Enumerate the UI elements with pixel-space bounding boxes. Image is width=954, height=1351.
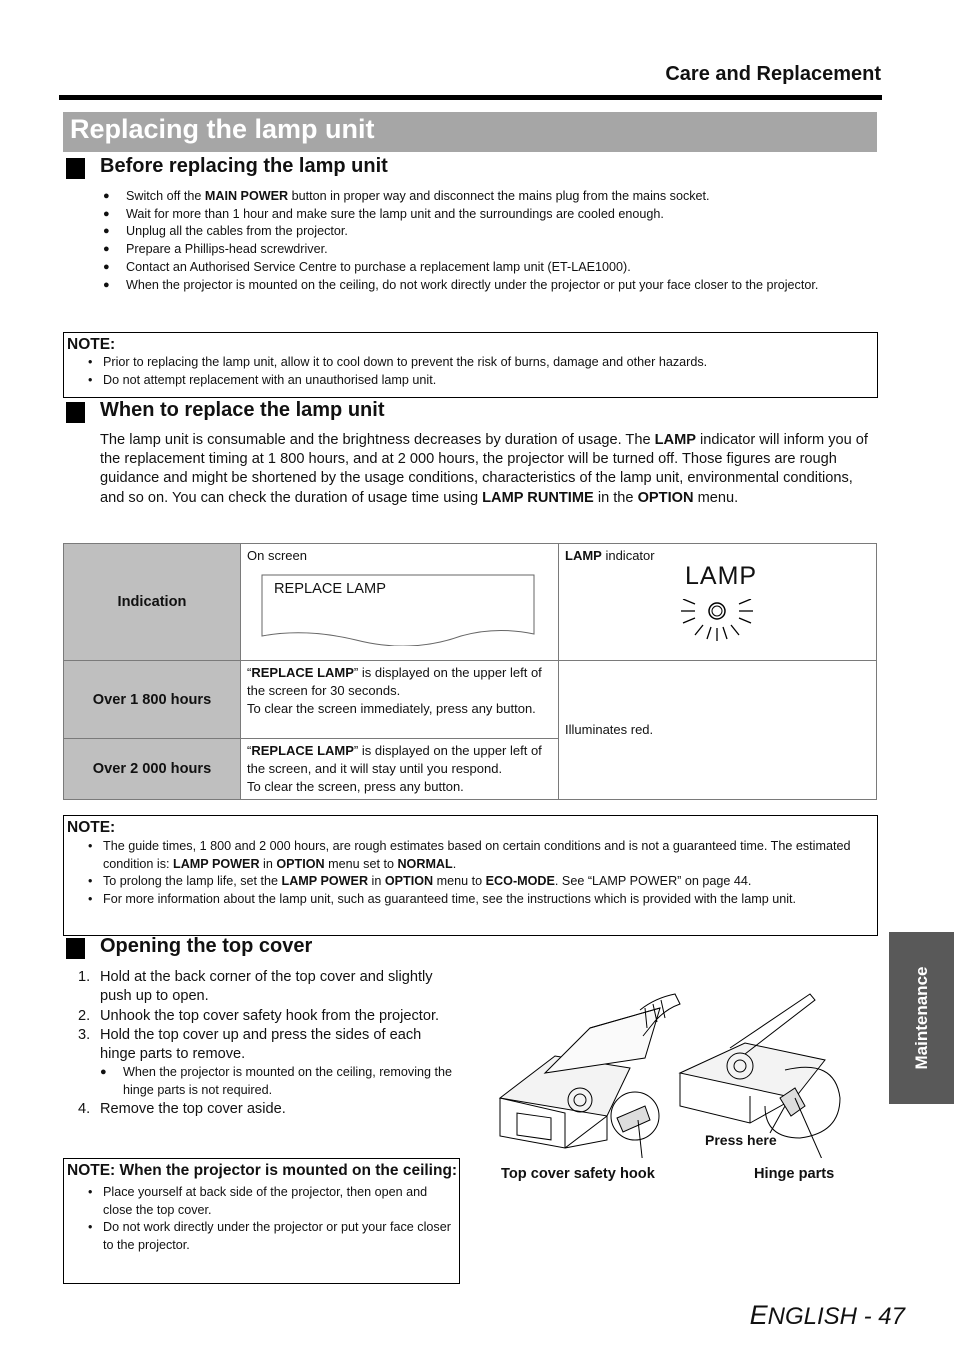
- note-label: NOTE: When the projector is mounted on the ceiling:: [67, 1162, 458, 1179]
- heading-marker: [66, 938, 85, 959]
- indication-header: Indication: [64, 544, 241, 661]
- top-cover-illustration: [495, 988, 855, 1158]
- note-label: NOTE:: [67, 819, 116, 836]
- side-tab-maintenance: [889, 932, 954, 1104]
- steps-list: [64, 968, 460, 1119]
- step-item: 3. Hold the top cover up and press the sides of each hinge parts to remove. ● When the projector is mounted on the ceiling, removing the hinge parts is not required.: [64, 1026, 460, 1100]
- row-label-2000: Over 2 000 hours: [64, 739, 241, 800]
- illuminates-cell: Illuminates red.: [559, 661, 877, 800]
- list-item: ● Contact an Authorised Service Centre to purchase a replacement lamp unit (ET-LAE1000).: [103, 259, 873, 277]
- on-screen-cell: [241, 544, 559, 661]
- list-item: ● When the projector is mounted on the ceiling, removing the hinge parts is not required.: [100, 1064, 460, 1099]
- row-label-1800: Over 1 800 hours: [64, 661, 241, 739]
- hinge-parts-label: Hinge parts: [754, 1166, 835, 1182]
- note-list: [64, 1184, 459, 1255]
- lamp-indicator-label: LAMP indicator: [565, 548, 655, 563]
- note-box: [63, 332, 878, 398]
- note-list: [64, 838, 877, 909]
- lamp-icon-text: LAMP: [685, 562, 758, 590]
- when-paragraph: The lamp unit is consumable and the brightness decreases by duration of usage. The LAMP indicator will inform you of the replacement timing at 1 800 hours, and at 2 000 hours, the projector will be turned off. Those figures are rough guidance and might be shortened by the usage conditions, characteristics of the lamp unit, environmental conditions, and so on. You can check the duration of usage time using LAMP RUNTIME in the OPTION menu.: [100, 432, 868, 506]
- list-item: ● Switch off the MAIN POWER button in proper way and disconnect the mains plug from the mains socket.: [103, 188, 873, 206]
- row-2000-text: “REPLACE LAMP” is displayed on the upper left of the screen, and it will stay until you respond. To clear the screen, press any button.: [241, 739, 559, 800]
- list-item: • Do not work directly under the projector or put your face closer to the projector.: [64, 1219, 455, 1254]
- list-item: ● Unplug all the cables from the projector.: [103, 223, 873, 241]
- sub-list: [100, 1064, 460, 1099]
- header-rule: [59, 95, 882, 100]
- press-here-label: Press here: [705, 1132, 777, 1148]
- note-box: [63, 1158, 460, 1284]
- on-screen-label: On screen: [247, 548, 307, 563]
- heading-opening-top-cover: Opening the top cover: [100, 935, 313, 957]
- step-item: 1. Hold at the back corner of the top cover and slightly push up to open.: [78, 969, 433, 1005]
- step-item: 4. Remove the top cover aside.: [78, 1100, 286, 1117]
- list-item: • For more information about the lamp unit, such as guaranteed time, see the instructions which is provided with the lamp unit.: [64, 891, 871, 909]
- page-title: Replacing the lamp unit: [70, 114, 375, 144]
- heading-marker: [66, 402, 85, 423]
- heading-marker: [66, 158, 85, 179]
- list-item: ● When the projector is mounted on the ceiling, do not work directly under the projector or put your face closer to the projector.: [103, 277, 873, 295]
- page-footer: ENGLISH - 47: [749, 1300, 905, 1330]
- side-tab-label: Maintenance: [911, 966, 931, 1070]
- list-item: ● Prepare a Phillips-head screwdriver.: [103, 241, 873, 259]
- list-item: • Place yourself at back side of the projector, then open and close the top cover.: [64, 1184, 455, 1219]
- note-box: [63, 815, 878, 936]
- note-label: NOTE:: [67, 336, 116, 353]
- list-item: • Prior to replacing the lamp unit, allow it to cool down to prevent the risk of burns, damage and other hazards.: [64, 354, 877, 372]
- list-item: • The guide times, 1 800 and 2 000 hours, are rough estimates based on certain conditions and is not a guaranteed time. The estimated condition is: LAMP POWER in OPTION menu set to NORMAL.: [64, 838, 871, 873]
- safety-hook-label: Top cover safety hook: [501, 1166, 655, 1182]
- note-list: [64, 354, 877, 389]
- step-item: 2. Unhook the top cover safety hook from the projector.: [78, 1007, 440, 1024]
- lamp-indicator-cell: [559, 544, 877, 661]
- replace-lamp-message: REPLACE LAMP: [274, 581, 386, 597]
- lamp-light-icon: [677, 599, 757, 659]
- heading-when-to-replace: When to replace the lamp unit: [100, 399, 385, 421]
- section-title: Care and Replacement: [665, 63, 881, 85]
- indication-table: [63, 543, 877, 800]
- list-item: • Do not attempt replacement with an unauthorised lamp unit.: [64, 372, 877, 390]
- before-list: [103, 188, 873, 294]
- row-1800-text: “REPLACE LAMP” is displayed on the upper left of the screen for 30 seconds. To clear the screen immediately, press any button.: [241, 661, 559, 739]
- heading-before-replacing: Before replacing the lamp unit: [100, 155, 388, 177]
- list-item: • To prolong the lamp life, set the LAMP POWER in OPTION menu to ECO-MODE. See “LAMP POWER” on page 44.: [64, 873, 871, 891]
- list-item: ● Wait for more than 1 hour and make sure the lamp unit and the surroundings are cooled enough.: [103, 206, 873, 224]
